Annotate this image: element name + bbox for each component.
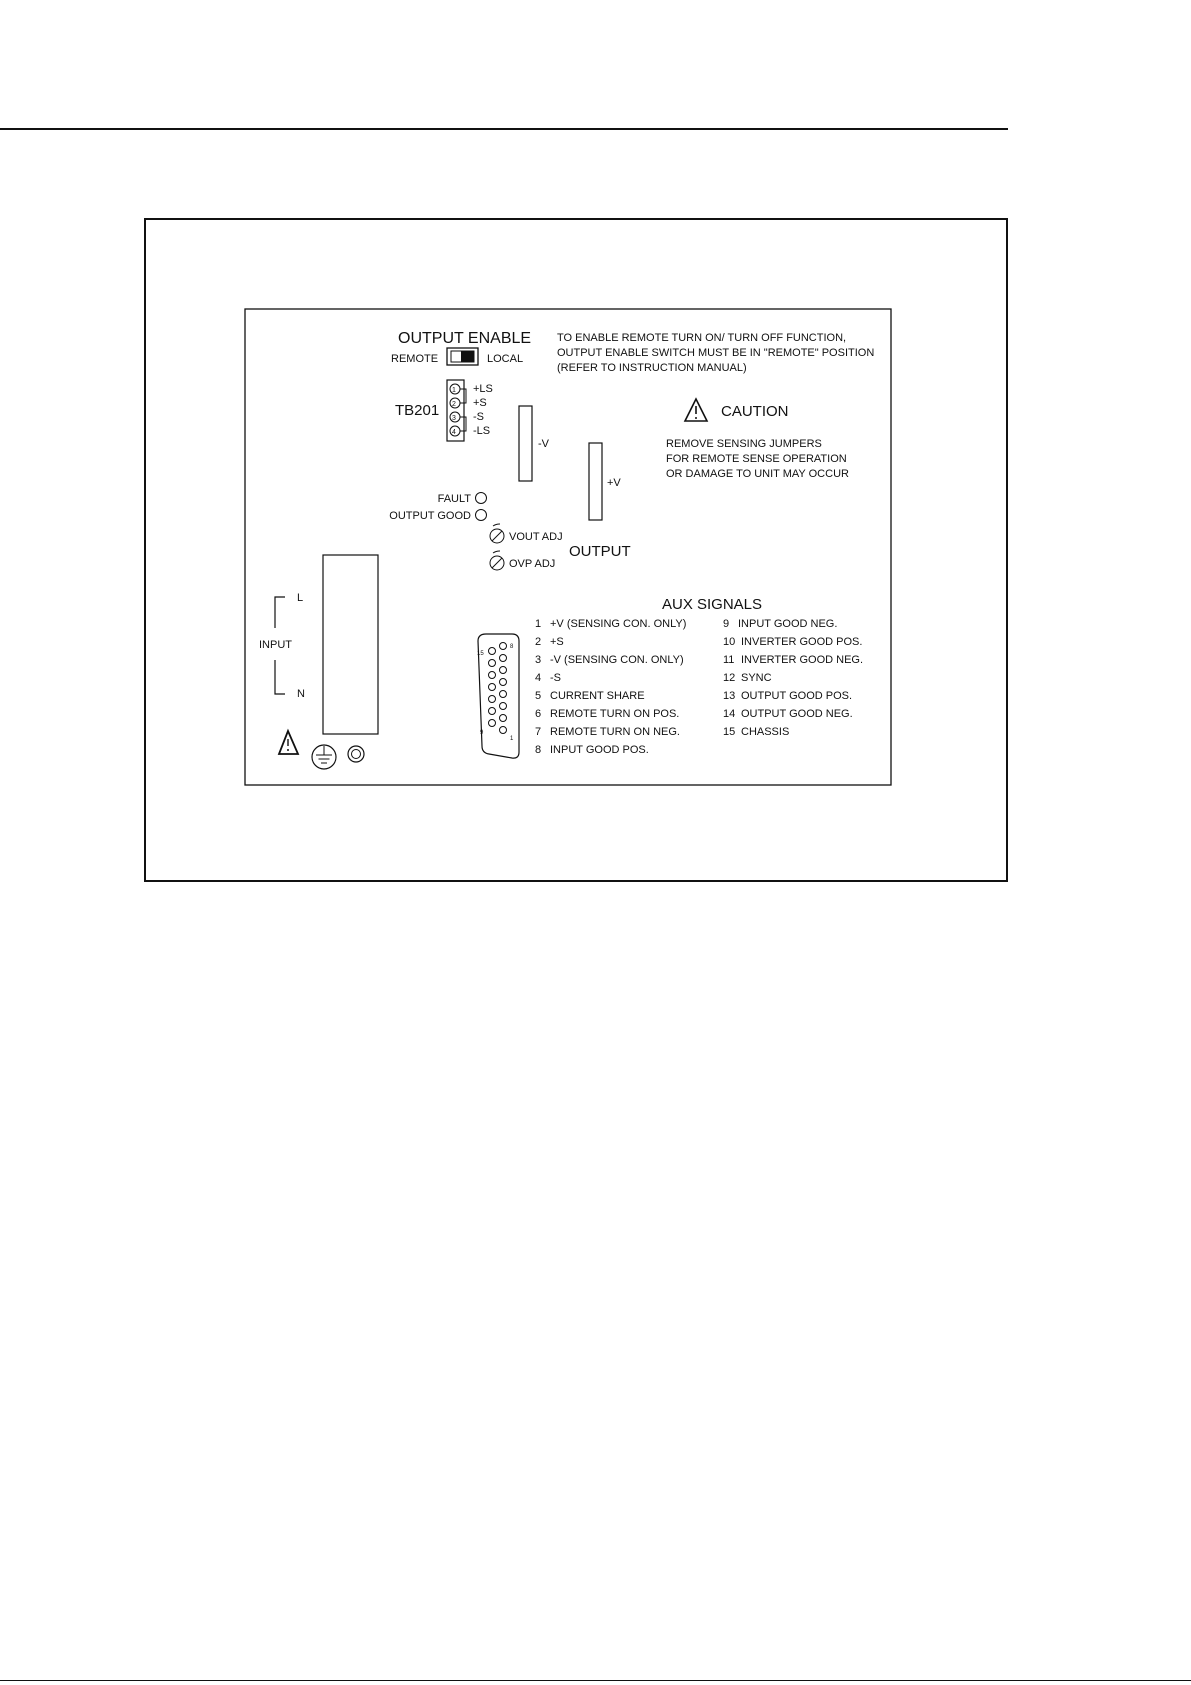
terminal-pin-label: +S — [473, 397, 487, 409]
signal-number: 11 — [723, 654, 735, 666]
signal-number: 7 — [535, 726, 542, 738]
signal-number: 9 — [723, 618, 730, 630]
signal-name: INPUT GOOD POS. — [550, 744, 649, 756]
terminal-pin-number: 1 — [452, 387, 456, 394]
caution-title: CAUTION — [721, 403, 789, 420]
terminal-pin-number: 4 — [452, 429, 456, 436]
output-minus-label: -V — [538, 438, 549, 450]
aux-title: AUX SIGNALS — [662, 596, 763, 613]
caution-line-3: OR DAMAGE TO UNIT MAY OCCUR — [666, 468, 849, 480]
input-line-label: L — [297, 592, 304, 604]
fault-led-icon — [476, 493, 487, 504]
output-plus-label: +V — [607, 477, 621, 489]
fault-label: FAULT — [437, 493, 471, 505]
signal-name: +V (SENSING CON. ONLY) — [550, 618, 687, 630]
caution-line-1: REMOVE SENSING JUMPERS — [666, 438, 822, 450]
output-enable-switch[interactable] — [447, 348, 478, 365]
caution-line-2: FOR REMOTE SENSE OPERATION — [666, 453, 847, 465]
signal-number: 1 — [535, 618, 542, 630]
signal-name: INVERTER GOOD POS. — [741, 636, 863, 648]
signal-number: 13 — [723, 690, 736, 702]
terminal-block-label: TB201 — [395, 402, 440, 419]
signal-name: INPUT GOOD NEG. — [738, 618, 838, 630]
signal-number: 4 — [535, 672, 542, 684]
output-good-label: OUTPUT GOOD — [389, 510, 471, 522]
switch-local-label: LOCAL — [487, 353, 524, 365]
note-line-3: (REFER TO INSTRUCTION MANUAL) — [557, 362, 747, 374]
signal-name: REMOTE TURN ON POS. — [550, 708, 680, 720]
signal-number: 10 — [723, 636, 736, 648]
note-line-2: OUTPUT ENABLE SWITCH MUST BE IN "REMOTE" POSITION — [557, 347, 875, 359]
input-warning-triangle-icon — [279, 731, 298, 754]
signal-name: OUTPUT GOOD NEG. — [741, 708, 853, 720]
signal-name: CHASSIS — [741, 726, 790, 738]
footer-rule — [0, 1680, 1191, 1681]
connector-pin-number: 1 — [510, 736, 514, 742]
signal-number: 2 — [535, 636, 542, 648]
terminal-pin-label: -LS — [473, 425, 491, 437]
output-good-led-icon — [476, 510, 487, 521]
caution-warning-triangle-icon — [685, 399, 707, 421]
terminal-pin-label: -S — [473, 411, 484, 423]
switch-title: OUTPUT ENABLE — [398, 330, 532, 347]
signal-name: REMOTE TURN ON NEG. — [550, 726, 680, 738]
signal-number: 5 — [535, 690, 542, 702]
chassis-terminal-icon — [348, 746, 364, 762]
signal-name: -S — [550, 672, 561, 684]
connector-pin-number: 15 — [477, 651, 484, 657]
signal-number: 14 — [723, 708, 736, 720]
output-label: OUTPUT — [569, 543, 631, 560]
signal-name: -V (SENSING CON. ONLY) — [550, 654, 684, 666]
signal-number: 6 — [535, 708, 542, 720]
signal-name: OUTPUT GOOD POS. — [741, 690, 853, 702]
aux-signals-left — [535, 618, 686, 756]
signal-name: +S — [550, 636, 564, 648]
input-label: INPUT — [259, 639, 292, 651]
terminal-pin-number: 2 — [452, 401, 456, 408]
ground-icon — [312, 745, 336, 769]
aux-signals-right — [723, 618, 863, 738]
ovp-adj-potentiometer-icon[interactable] — [490, 551, 504, 570]
input-terminal-block[interactable] — [323, 555, 378, 734]
ovp-adj-label: OVP ADJ — [509, 558, 556, 570]
signal-name: INVERTER GOOD NEG. — [741, 654, 864, 666]
connector-pin-number: 9 — [480, 730, 484, 736]
terminal-pin-label: +LS — [473, 383, 493, 395]
terminal-pin-number: 3 — [452, 415, 456, 422]
note-line-1: TO ENABLE REMOTE TURN ON/ TURN OFF FUNCTION, — [557, 332, 847, 344]
switch-slider[interactable] — [461, 351, 474, 362]
signal-number: 3 — [535, 654, 542, 666]
input-neutral-label: N — [297, 688, 305, 700]
signal-number: 12 — [723, 672, 736, 684]
signal-number: 8 — [535, 744, 542, 756]
signal-number: 15 — [723, 726, 736, 738]
connector-pin-number: 8 — [510, 644, 514, 650]
signal-name: SYNC — [741, 672, 772, 684]
terminal-block — [447, 380, 466, 441]
signal-name: CURRENT SHARE — [550, 690, 645, 702]
switch-remote-label: REMOTE — [391, 353, 439, 365]
vout-adj-label: VOUT ADJ — [509, 531, 563, 543]
vout-adj-potentiometer-icon[interactable] — [490, 524, 504, 543]
output-minus-busbar[interactable] — [519, 406, 532, 481]
output-plus-busbar[interactable] — [589, 443, 602, 520]
